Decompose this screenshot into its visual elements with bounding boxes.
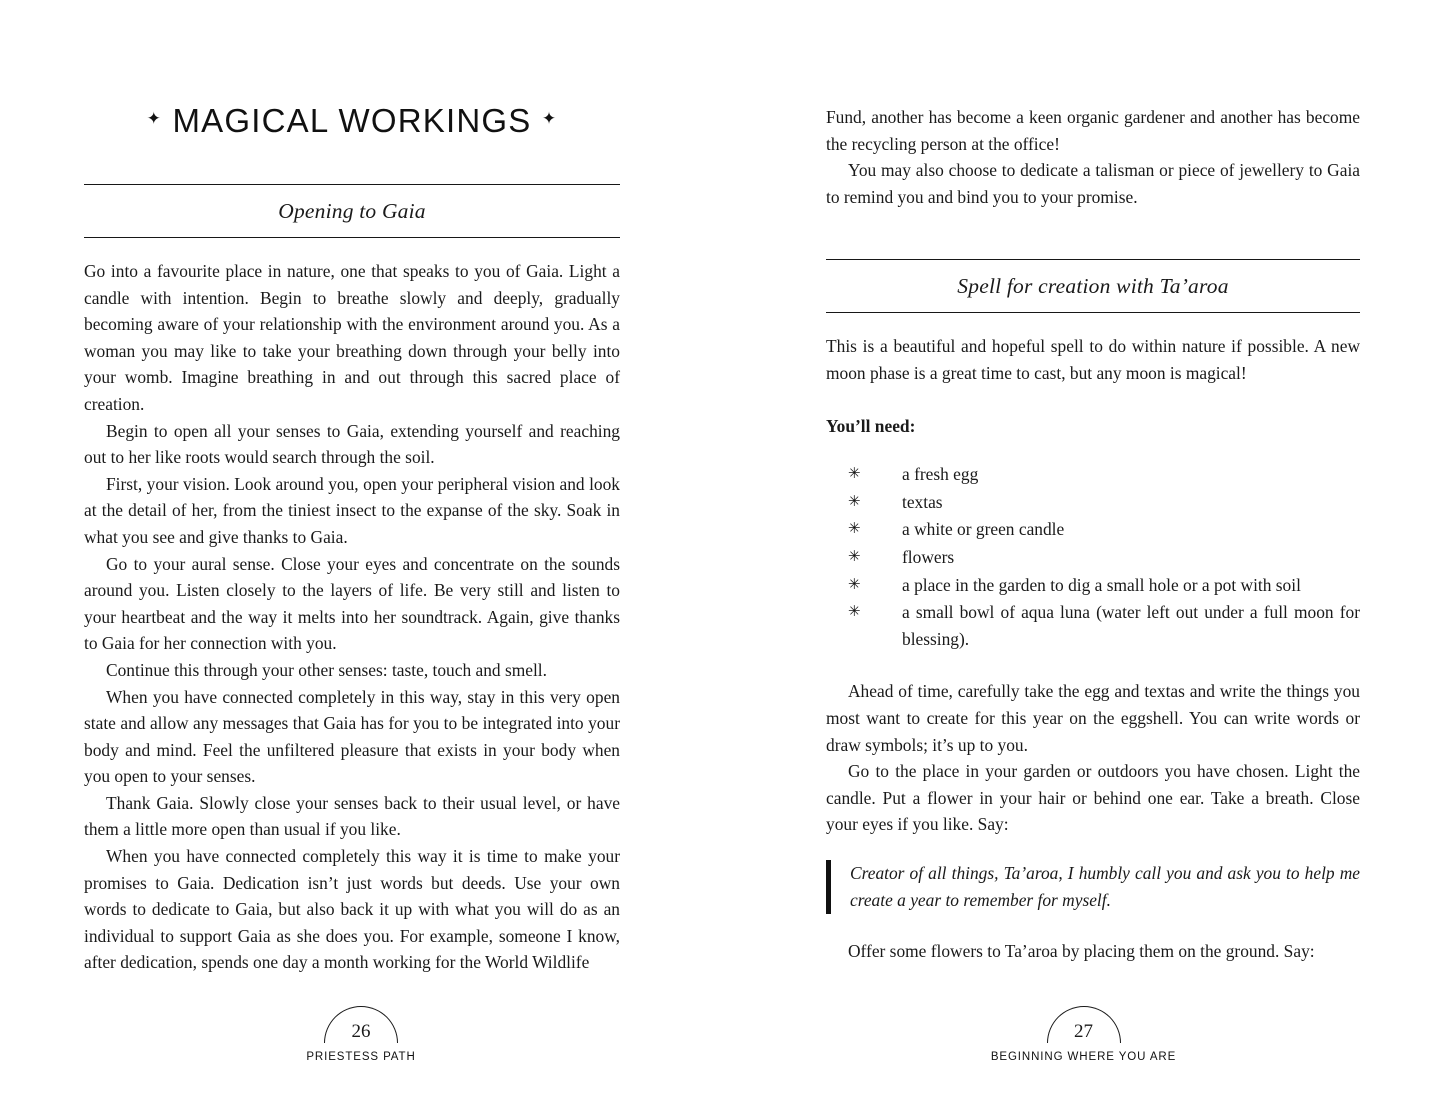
section-title: Spell for creation with Ta’aroa xyxy=(957,274,1229,299)
invocation-quote xyxy=(826,860,1360,914)
list-item-label: a fresh egg xyxy=(902,464,979,485)
page-number: 26 xyxy=(351,1021,371,1042)
folio-arc xyxy=(324,1006,398,1043)
paragraph: This is a beautiful and hopeful spell to do within nature if possible. A new moon phase is a great time to cast, but any moon is magical! xyxy=(826,336,1360,383)
paragraph: Ahead of time, carefully take the egg and textas and write the things you most want to create for this year on the eggshell. You can write words or draw symbols; it’s up to you. xyxy=(826,681,1360,755)
running-head: BEGINNING WHERE YOU ARE xyxy=(990,1051,1177,1063)
paragraph: Fund, another has become a keen organic gardener and another has become the recycling person at the office! xyxy=(826,107,1360,154)
section-heading-opening-to-gaia xyxy=(84,184,620,238)
asterisk-icon: ✳ xyxy=(848,548,861,565)
paragraph: Go to your aural sense. Close your eyes and concentrate on the sounds around you. Listen closely to the layers of life. Be very still and listen to your heartbeat and the way it melts into her soundtrack. Again, give thanks to Gaia for her connection with you. xyxy=(84,553,620,654)
rule-bottom xyxy=(84,237,620,238)
paragraph: When you have connected completely this way it is time to make your promises to Gaia. Dedication isn’t just words but deeds. Use your own words to dedicate to Gaia, but also back it up with what you will do as an individual to support Gaia as she does you. For example, someone I know, after dedication, spends one day a month working for the World Wildlife xyxy=(84,846,620,973)
paragraph: Go into a favourite place in nature, one that speaks to you of Gaia. Light a candle with intention. Begin to breathe slowly and deeply, gradually becoming aware of your relationship with the environment around you. As a woman you may like to take your breathing down through your belly into your womb. Imagine breathing in and out through this sacred place of creation. xyxy=(84,261,620,414)
section-title: Opening to Gaia xyxy=(278,199,426,223)
paragraph: Thank Gaia. Slowly close your senses back to their usual level, or have them a little more open than usual if you like. xyxy=(84,792,620,840)
folio-left xyxy=(0,1006,722,1063)
asterisk-icon: ✳ xyxy=(848,521,861,538)
paragraph: Go to the place in your garden or outdoors you have chosen. Light the candle. Put a flower in your hair or behind one ear. Take a breath. Close your eyes if you like. Say: xyxy=(826,761,1360,835)
paragraph: You may also choose to dedicate a talisman or piece of jewellery to Gaia to remind you and bind you to your promise. xyxy=(826,160,1360,207)
paragraph: First, your vision. Look around you, open your peripheral vision and look at the detail of her, from the tiniest insect to the expanse of the sky. Soak in what you see and give thanks to Gaia. xyxy=(84,473,620,547)
list-item xyxy=(848,599,1360,652)
right-page xyxy=(722,0,1445,1105)
section-heading-spell-for-creation xyxy=(826,259,1360,313)
asterisk-icon: ✳ xyxy=(848,466,861,483)
list-item xyxy=(848,489,1360,516)
list-item xyxy=(848,516,1360,543)
ornament-star-right: ✦ xyxy=(541,109,558,129)
materials-list xyxy=(826,461,1360,652)
list-item-label: flowers xyxy=(902,546,955,567)
rule-bottom xyxy=(826,312,1360,313)
asterisk-icon: ✳ xyxy=(848,576,861,593)
asterisk-icon: ✳ xyxy=(848,604,861,621)
ornament-star-left: ✦ xyxy=(146,109,163,129)
list-item xyxy=(848,461,1360,488)
folio-arc xyxy=(1047,1006,1121,1043)
quote-bar xyxy=(826,860,831,914)
paragraph: Continue this through your other senses: taste, touch and smell. xyxy=(106,659,547,680)
youll-need-label: You’ll need: xyxy=(826,415,916,436)
paragraph: Offer some flowers to Ta’aroa by placing them on the ground. Say: xyxy=(848,940,1315,961)
paragraph: Begin to open all your senses to Gaia, extending yourself and reaching out to her like roots would search through the soil. xyxy=(84,420,620,468)
page-number: 27 xyxy=(1074,1021,1093,1042)
list-item xyxy=(848,544,1360,571)
running-head: PRIESTESS PATH xyxy=(306,1051,416,1063)
quote-text: Creator of all things, Ta’aroa, I humbly call you and ask you to help me create a year to remember for myself. xyxy=(850,862,1360,910)
folio-right xyxy=(722,1006,1445,1063)
chapter-title-text: MAGICAL WORKINGS xyxy=(172,102,532,139)
chapter-title xyxy=(84,102,620,140)
paragraph: When you have connected completely in this way, stay in this very open state and allow any messages that Gaia has for you to be integrated into your body and mind. Feel the unfiltered pleasure that exists in your body when you open to your senses. xyxy=(84,686,620,787)
list-item-label: a small bowl of aqua luna (water left out under a full moon for blessing). xyxy=(902,602,1360,649)
list-item xyxy=(848,572,1360,599)
list-item-label: a place in the garden to dig a small hole or a pot with soil xyxy=(902,574,1301,595)
list-item-label: a white or green candle xyxy=(902,519,1065,540)
list-item-label: textas xyxy=(902,491,943,512)
asterisk-icon: ✳ xyxy=(848,493,861,510)
left-page xyxy=(0,0,722,1105)
